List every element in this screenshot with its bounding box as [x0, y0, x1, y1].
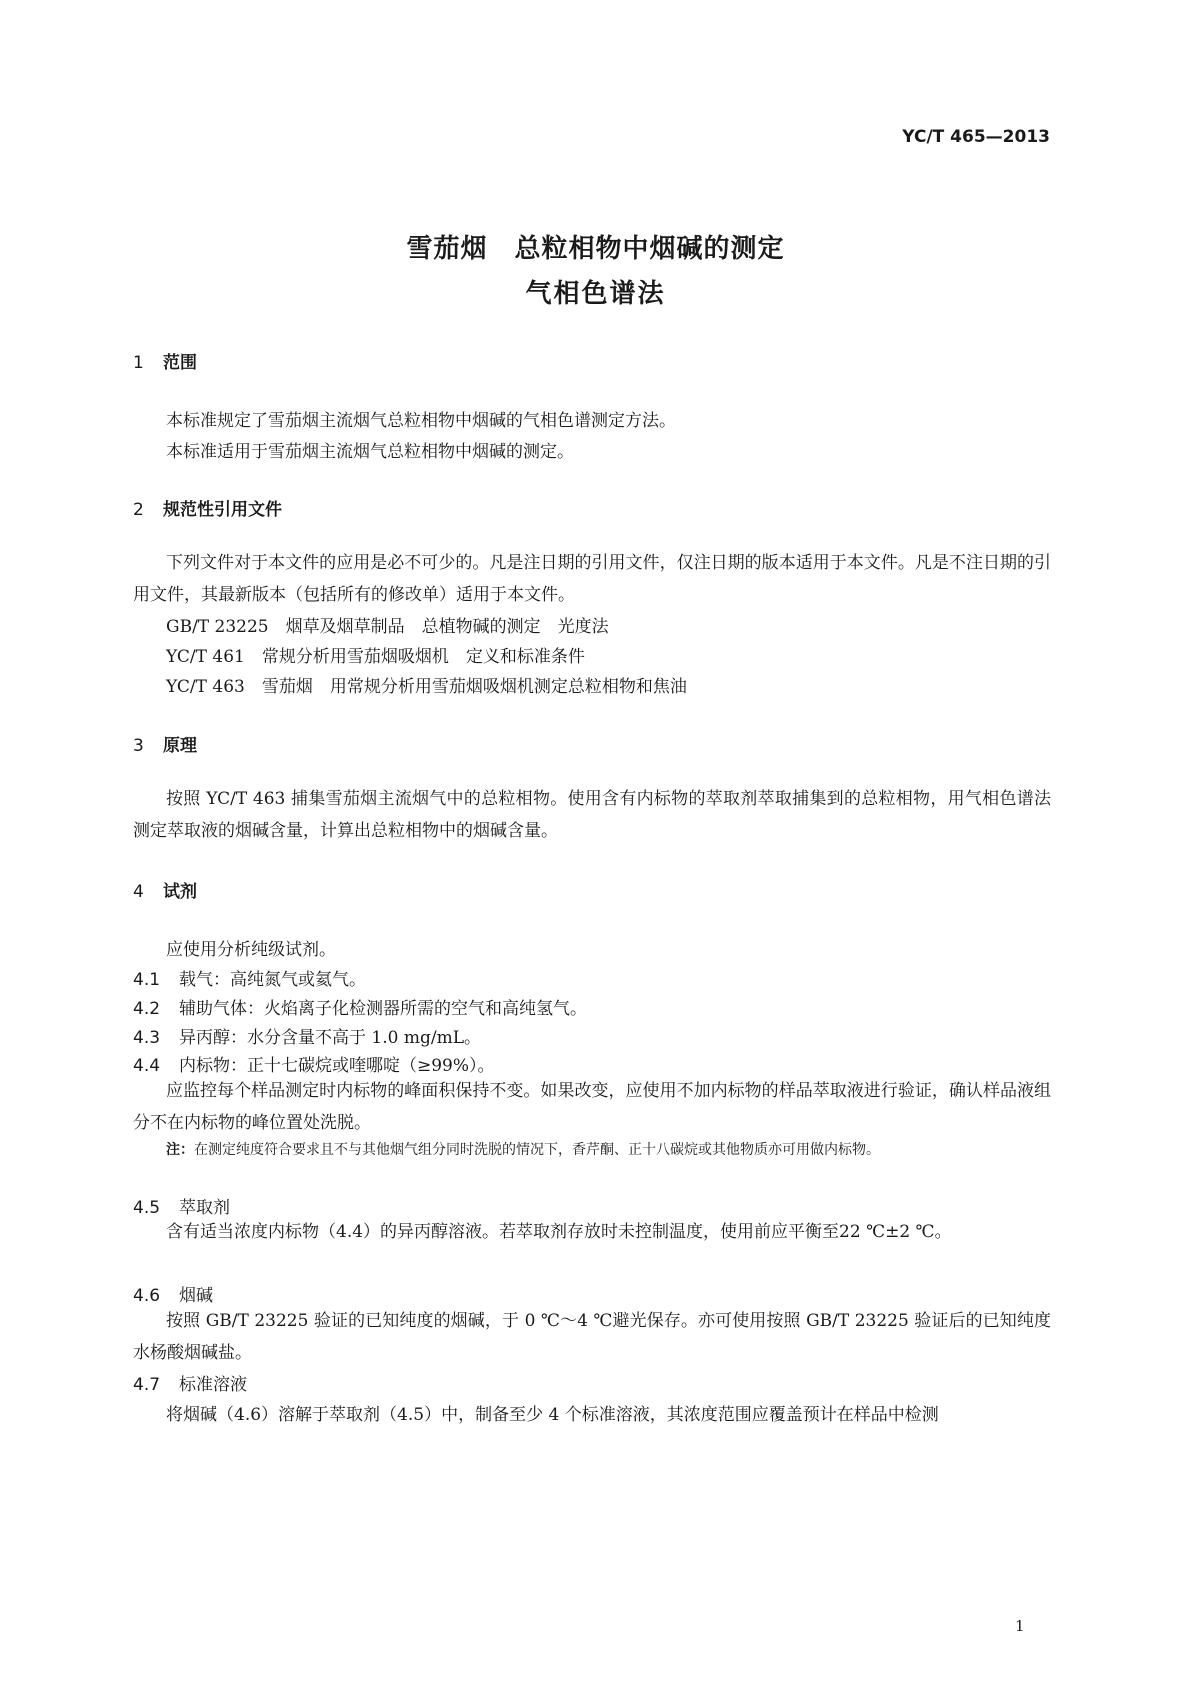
section-heading-reagents	[133, 877, 197, 902]
clause-text: 萃取剂	[179, 1198, 230, 1218]
clause-4-6	[133, 1281, 213, 1306]
section-title: 规范性引用文件	[163, 500, 282, 520]
paragraph: 本标准适用于雪茄烟主流烟气总粒相物中烟碱的测定。	[166, 442, 574, 462]
document-title: 雪茄烟 总粒相物中烟碱的测定	[406, 234, 785, 264]
clause-4-7	[133, 1370, 247, 1395]
paragraph: 下列文件对于本文件的应用是必不可少的。凡是注日期的引用文件，仅注日期的版本适用于本文件。凡是不注日期的引用文件，其最新版本（包括所有的修改单）适用于本文件。	[133, 553, 1051, 605]
section-heading-normative-refs	[133, 495, 282, 520]
reference-item: GB/T 23225 烟草及烟草制品 总植物碱的测定 光度法	[166, 617, 609, 637]
section-heading-principle	[133, 731, 197, 756]
clause-number: 4.5	[133, 1198, 161, 1218]
clause-number: 4.6	[133, 1286, 161, 1306]
paragraph: 将烟碱（4.6）溶解于萃取剂（4.5）中，制备至少 4 个标准溶液，其浓度范围应覆盖预计在样品中检测	[166, 1405, 939, 1425]
paragraph: 本标准规定了雪茄烟主流烟气总粒相物中烟碱的气相色谱测定方法。	[166, 411, 676, 431]
clause-4-1	[133, 965, 366, 990]
paragraph: 应监控每个样品测定时内标物的峰面积保持不变。如果改变，应使用不加内标物的样品萃取液进行验证，确认样品液组分不在内标物的峰位置处洗脱。	[133, 1081, 1051, 1133]
clause-4-5	[133, 1193, 230, 1218]
note	[166, 1137, 1051, 1164]
clause-number: 4.7	[133, 1375, 161, 1395]
clause-text: 内标物：正十七碳烷或喹哪啶（≥99%）。	[179, 1056, 495, 1076]
clause-text: 异丙醇：水分含量不高于 1.0 mg/mL。	[179, 1028, 481, 1048]
paragraph: 按照 YC/T 463 捕集雪茄烟主流烟气中的总粒相物。使用含有内标物的萃取剂萃取捕集到的总粒相物，用气相色谱法测定萃取液的烟碱含量，计算出总粒相物中的烟碱含量。	[133, 789, 1051, 841]
standard-number: YC/T 465—2013	[902, 127, 1050, 147]
section-title: 原理	[163, 736, 197, 756]
clause-number: 4.2	[133, 999, 161, 1019]
paragraph: 应使用分析纯级试剂。	[166, 940, 336, 960]
clause-4-3	[133, 1023, 481, 1048]
reference-item: YC/T 463 雪茄烟 用常规分析用雪茄烟吸烟机测定总粒相物和焦油	[166, 677, 687, 697]
note-text: 在测定纯度符合要求且不与其他烟气组分同时洗脱的情况下，香芹酮、正十八碳烷或其他物质亦可用做内标物。	[194, 1142, 880, 1158]
section-title: 试剂	[163, 882, 197, 902]
section-number: 2	[133, 500, 144, 520]
paragraph: 按照 GB/T 23225 验证的已知纯度的烟碱，于 0 ℃～4 ℃避光保存。亦可使用按照 GB/T 23225 验证后的已知纯度水杨酸烟碱盐。	[133, 1311, 1051, 1363]
section-heading-scope	[133, 348, 197, 373]
clause-text: 烟碱	[179, 1286, 213, 1306]
note-label: 注：	[166, 1142, 194, 1158]
paragraph: 含有适当浓度内标物（4.4）的异丙醇溶液。若萃取剂存放时未控制温度，使用前应平衡至22 ℃±2 ℃。	[166, 1222, 952, 1242]
clause-number: 4.4	[133, 1056, 161, 1076]
clause-number: 4.3	[133, 1028, 161, 1048]
clause-4-4	[133, 1051, 495, 1076]
clause-number: 4.1	[133, 970, 161, 990]
clause-text: 标准溶液	[179, 1375, 247, 1395]
section-number: 3	[133, 736, 144, 756]
section-title: 范围	[163, 353, 197, 373]
clause-4-2	[133, 994, 587, 1019]
section-number: 4	[133, 882, 144, 902]
section-number: 1	[133, 353, 144, 373]
page-number: 1	[1015, 1617, 1025, 1635]
clause-text: 辅助气体：火焰离子化检测器所需的空气和高纯氢气。	[179, 999, 587, 1019]
document-subtitle: 气相色谱法	[525, 279, 666, 309]
reference-item: YC/T 461 常规分析用雪茄烟吸烟机 定义和标准条件	[166, 647, 585, 667]
clause-text: 载气：高纯氮气或氦气。	[179, 970, 366, 990]
